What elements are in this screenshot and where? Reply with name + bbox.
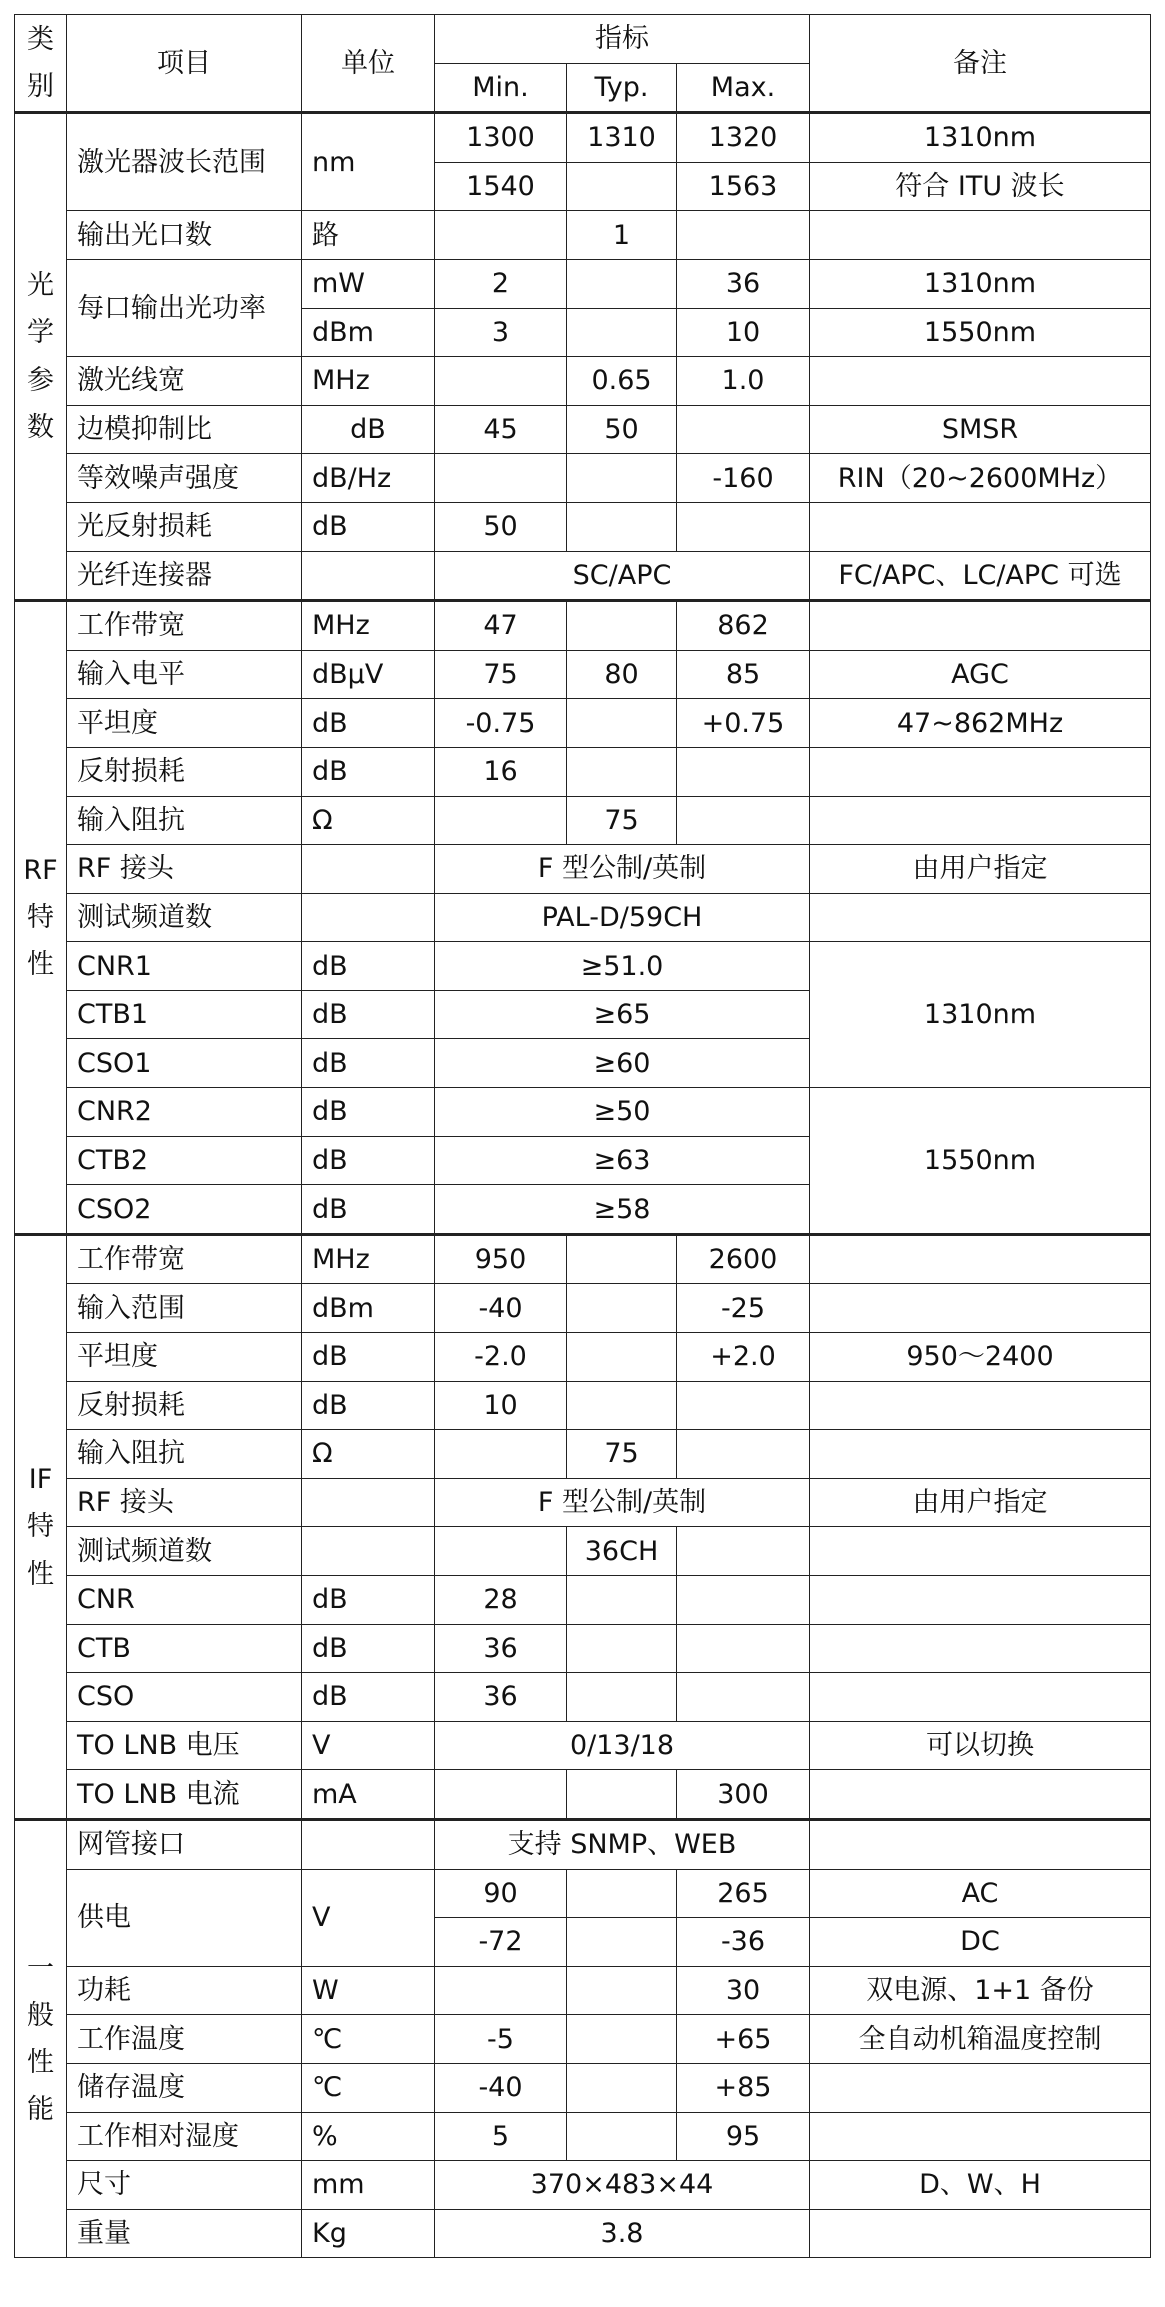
max-cell (677, 1673, 810, 1722)
value-cell: F 型公制/英制 (435, 1478, 810, 1527)
max-cell: 265 (677, 1869, 810, 1918)
table-row (15, 650, 1151, 699)
table-row (15, 259, 1151, 308)
section-optical-title: 光 学 参 数 (15, 113, 67, 601)
unit-cell: dB (302, 1673, 435, 1722)
item-cell: CNR2 (67, 1088, 302, 1137)
table-row (15, 1770, 1151, 1820)
typ-cell: 75 (567, 796, 677, 845)
table-row (15, 1284, 1151, 1333)
remark-cell: 1310nm (810, 942, 1151, 1088)
item-cell: 重量 (67, 2209, 302, 2258)
item-cell: 储存温度 (67, 2063, 302, 2112)
unit-cell: dB (302, 699, 435, 748)
min-cell: -72 (435, 1918, 567, 1967)
unit-cell: dBm (302, 308, 435, 357)
remark-cell: 1310nm (810, 113, 1151, 163)
table-row (15, 747, 1151, 796)
item-cell: 激光线宽 (67, 357, 302, 406)
table-row (15, 2063, 1151, 2112)
remark-cell: 双电源、1+1 备份 (810, 1966, 1151, 2015)
item-cell: 输出光口数 (67, 211, 302, 260)
unit-cell: Kg (302, 2209, 435, 2258)
item-cell: CSO2 (67, 1185, 302, 1235)
remark-cell (810, 1819, 1151, 1869)
max-cell: 1320 (677, 113, 810, 163)
max-cell: 85 (677, 650, 810, 699)
table-row (15, 1478, 1151, 1527)
item-cell: CSO (67, 1673, 302, 1722)
item-cell: 供电 (67, 1869, 302, 1966)
unit-cell: MHz (302, 601, 435, 651)
item-cell: CNR1 (67, 942, 302, 991)
unit-cell: dB (302, 1185, 435, 1235)
unit-cell: dB (302, 747, 435, 796)
max-cell: -25 (677, 1284, 810, 1333)
min-cell: 90 (435, 1869, 567, 1918)
min-cell: 47 (435, 601, 567, 651)
typ-cell: 75 (567, 1430, 677, 1479)
max-cell (677, 747, 810, 796)
item-cell: CTB (67, 1624, 302, 1673)
table-row (15, 1576, 1151, 1625)
value-cell: SC/APC (435, 551, 810, 601)
max-cell (677, 211, 810, 260)
remark-cell (810, 1284, 1151, 1333)
typ-cell (567, 308, 677, 357)
typ-cell (567, 1333, 677, 1382)
remark-cell (810, 502, 1151, 551)
table-row (15, 551, 1151, 601)
remark-cell: SMSR (810, 405, 1151, 454)
remark-cell (810, 1673, 1151, 1722)
table-row (15, 405, 1151, 454)
remark-cell (810, 796, 1151, 845)
max-cell: 1.0 (677, 357, 810, 406)
item-cell: 平坦度 (67, 699, 302, 748)
unit-cell: dB (302, 405, 435, 454)
max-cell: 300 (677, 1770, 810, 1820)
remark-cell (810, 1430, 1151, 1479)
min-cell: 2 (435, 259, 567, 308)
typ-cell (567, 1770, 677, 1820)
table-row (15, 211, 1151, 260)
unit-cell: mW (302, 259, 435, 308)
unit-cell: dB/Hz (302, 454, 435, 503)
table-row (15, 845, 1151, 894)
min-cell: 28 (435, 1576, 567, 1625)
max-cell: 862 (677, 601, 810, 651)
item-cell: 光反射损耗 (67, 502, 302, 551)
value-cell: 0/13/18 (435, 1721, 810, 1770)
item-cell: CSO1 (67, 1039, 302, 1088)
unit-cell: 路 (302, 211, 435, 260)
table-row (15, 942, 1151, 991)
item-cell: RF 接头 (67, 845, 302, 894)
unit-cell: % (302, 2112, 435, 2161)
remark-cell: 全自动机箱温度控制 (810, 2015, 1151, 2064)
min-cell: 10 (435, 1381, 567, 1430)
min-cell: -40 (435, 1284, 567, 1333)
typ-cell (567, 1673, 677, 1722)
min-cell: 1540 (435, 162, 567, 211)
min-cell: 16 (435, 747, 567, 796)
remark-cell (810, 1576, 1151, 1625)
max-cell: -36 (677, 1918, 810, 1967)
value-cell: ≥51.0 (435, 942, 810, 991)
min-cell (435, 211, 567, 260)
table-row (15, 2015, 1151, 2064)
min-cell (435, 1966, 567, 2015)
section-if-title: IF 特 性 (15, 1234, 67, 1819)
max-cell (677, 405, 810, 454)
typ-cell (567, 2015, 677, 2064)
unit-cell: dBm (302, 1284, 435, 1333)
remark-cell: 由用户指定 (810, 1478, 1151, 1527)
value-cell: PAL-D/59CH (435, 893, 810, 942)
value-cell: ≥58 (435, 1185, 810, 1235)
header-row (15, 15, 1151, 64)
typ-cell (567, 1966, 677, 2015)
typ-cell: 50 (567, 405, 677, 454)
table-row (15, 1673, 1151, 1722)
remark-cell: 1550nm (810, 308, 1151, 357)
table-row (15, 1381, 1151, 1430)
value-cell: ≥63 (435, 1136, 810, 1185)
item-cell: RF 接头 (67, 1478, 302, 1527)
remark-cell: DC (810, 1918, 1151, 1967)
item-cell: 边模抑制比 (67, 405, 302, 454)
value-cell: 3.8 (435, 2209, 810, 2258)
table-row (15, 1966, 1151, 2015)
typ-cell (567, 1381, 677, 1430)
min-cell: 950 (435, 1234, 567, 1284)
table-row (15, 1088, 1151, 1137)
value-cell: ≥60 (435, 1039, 810, 1088)
typ-cell (567, 699, 677, 748)
unit-cell (302, 845, 435, 894)
unit-cell (302, 551, 435, 601)
item-cell: 工作带宽 (67, 601, 302, 651)
unit-cell (302, 1478, 435, 1527)
min-cell (435, 454, 567, 503)
unit-cell: dB (302, 1333, 435, 1382)
typ-cell: 80 (567, 650, 677, 699)
min-cell (435, 1430, 567, 1479)
typ-cell (567, 2063, 677, 2112)
max-cell (677, 502, 810, 551)
remark-cell (810, 2209, 1151, 2258)
max-cell (677, 1527, 810, 1576)
max-cell: +0.75 (677, 699, 810, 748)
max-cell: 1563 (677, 162, 810, 211)
table-row (15, 2161, 1151, 2210)
header-spec: 指标 (435, 15, 810, 64)
remark-cell (810, 2063, 1151, 2112)
max-cell: 95 (677, 2112, 810, 2161)
remark-cell (810, 1527, 1151, 1576)
header-category: 类 别 (15, 15, 67, 113)
table-row (15, 1430, 1151, 1479)
remark-cell: 由用户指定 (810, 845, 1151, 894)
min-cell (435, 796, 567, 845)
item-cell: CTB1 (67, 990, 302, 1039)
item-cell: 光纤连接器 (67, 551, 302, 601)
item-cell: 输入范围 (67, 1284, 302, 1333)
item-cell: 输入阻抗 (67, 1430, 302, 1479)
item-cell: 平坦度 (67, 1333, 302, 1382)
max-cell: +2.0 (677, 1333, 810, 1382)
item-cell: 尺寸 (67, 2161, 302, 2210)
unit-cell: dB (302, 1088, 435, 1137)
unit-cell: dB (302, 942, 435, 991)
item-cell: 反射损耗 (67, 747, 302, 796)
typ-cell: 36CH (567, 1527, 677, 1576)
min-cell: -0.75 (435, 699, 567, 748)
table-row (15, 893, 1151, 942)
item-cell: 工作带宽 (67, 1234, 302, 1284)
typ-cell (567, 502, 677, 551)
remark-cell (810, 1770, 1151, 1820)
min-cell: -5 (435, 2015, 567, 2064)
max-cell: -160 (677, 454, 810, 503)
max-cell (677, 796, 810, 845)
min-cell: -2.0 (435, 1333, 567, 1382)
unit-cell: Ω (302, 1430, 435, 1479)
section-rf-title: RF 特 性 (15, 601, 67, 1235)
header-unit: 单位 (302, 15, 435, 113)
table-row (15, 1819, 1151, 1869)
typ-cell (567, 601, 677, 651)
typ-cell (567, 162, 677, 211)
table-row (15, 113, 1151, 163)
item-cell: 激光器波长范围 (67, 113, 302, 211)
item-cell: 网管接口 (67, 1819, 302, 1869)
max-cell: 36 (677, 259, 810, 308)
min-cell: 3 (435, 308, 567, 357)
unit-cell: dB (302, 990, 435, 1039)
item-cell: 反射损耗 (67, 1381, 302, 1430)
value-cell: F 型公制/英制 (435, 845, 810, 894)
unit-cell: ℃ (302, 2063, 435, 2112)
unit-cell: Ω (302, 796, 435, 845)
item-cell: 工作相对湿度 (67, 2112, 302, 2161)
item-cell: 输入电平 (67, 650, 302, 699)
item-cell: TO LNB 电流 (67, 1770, 302, 1820)
remark-cell (810, 357, 1151, 406)
value-cell: 支持 SNMP、WEB (435, 1819, 810, 1869)
unit-cell: nm (302, 113, 435, 211)
header-typ: Typ. (567, 63, 677, 113)
min-cell: -40 (435, 2063, 567, 2112)
item-cell: 每口输出光功率 (67, 259, 302, 356)
unit-cell: V (302, 1721, 435, 1770)
table-row (15, 796, 1151, 845)
item-cell: 测试频道数 (67, 1527, 302, 1576)
unit-cell: dB (302, 1039, 435, 1088)
section-general-title: 一 般 性 能 (15, 1819, 67, 2257)
typ-cell (567, 1234, 677, 1284)
remark-cell (810, 2112, 1151, 2161)
unit-cell: dBμV (302, 650, 435, 699)
min-cell (435, 357, 567, 406)
remark-cell: 950～2400 (810, 1333, 1151, 1382)
table-row (15, 699, 1151, 748)
max-cell: 2600 (677, 1234, 810, 1284)
typ-cell (567, 1918, 677, 1967)
value-cell: 370×483×44 (435, 2161, 810, 2210)
item-cell: CNR (67, 1576, 302, 1625)
typ-cell (567, 1576, 677, 1625)
typ-cell (567, 454, 677, 503)
header-item: 项目 (67, 15, 302, 113)
unit-cell: dB (302, 1381, 435, 1430)
min-cell: 50 (435, 502, 567, 551)
max-cell: +65 (677, 2015, 810, 2064)
max-cell (677, 1624, 810, 1673)
min-cell: 1300 (435, 113, 567, 163)
remark-cell (810, 893, 1151, 942)
typ-cell (567, 2112, 677, 2161)
table-row (15, 1721, 1151, 1770)
unit-cell: dB (302, 1576, 435, 1625)
max-cell: 10 (677, 308, 810, 357)
remark-cell (810, 747, 1151, 796)
table-row (15, 1869, 1151, 1918)
unit-cell: MHz (302, 1234, 435, 1284)
item-cell: TO LNB 电压 (67, 1721, 302, 1770)
table-row (15, 502, 1151, 551)
unit-cell: ℃ (302, 2015, 435, 2064)
value-cell: ≥50 (435, 1088, 810, 1137)
min-cell: 5 (435, 2112, 567, 2161)
typ-cell: 1 (567, 211, 677, 260)
remark-cell: AGC (810, 650, 1151, 699)
unit-cell: mm (302, 2161, 435, 2210)
typ-cell (567, 259, 677, 308)
item-cell: CTB2 (67, 1136, 302, 1185)
typ-cell (567, 747, 677, 796)
min-cell: 36 (435, 1624, 567, 1673)
item-cell: 功耗 (67, 1966, 302, 2015)
spec-table (14, 14, 1151, 2258)
unit-cell: V (302, 1869, 435, 1966)
unit-cell: mA (302, 1770, 435, 1820)
header-remark: 备注 (810, 15, 1151, 113)
typ-cell: 1310 (567, 113, 677, 163)
unit-cell: W (302, 1966, 435, 2015)
remark-cell: FC/APC、LC/APC 可选 (810, 551, 1151, 601)
item-cell: 输入阻抗 (67, 796, 302, 845)
item-cell: 测试频道数 (67, 893, 302, 942)
unit-cell (302, 1527, 435, 1576)
table-row (15, 454, 1151, 503)
table-row (15, 1234, 1151, 1284)
min-cell (435, 1527, 567, 1576)
header-max: Max. (677, 63, 810, 113)
remark-cell (810, 1381, 1151, 1430)
min-cell: 36 (435, 1673, 567, 1722)
max-cell (677, 1381, 810, 1430)
max-cell: +85 (677, 2063, 810, 2112)
table-row (15, 1333, 1151, 1382)
remark-cell (810, 601, 1151, 651)
unit-cell: dB (302, 1136, 435, 1185)
max-cell: 30 (677, 1966, 810, 2015)
unit-cell (302, 893, 435, 942)
typ-cell: 0.65 (567, 357, 677, 406)
remark-cell: D、W、H (810, 2161, 1151, 2210)
unit-cell (302, 1819, 435, 1869)
table-row (15, 601, 1151, 651)
unit-cell: dB (302, 502, 435, 551)
typ-cell (567, 1624, 677, 1673)
item-cell: 工作温度 (67, 2015, 302, 2064)
remark-cell: RIN（20~2600MHz） (810, 454, 1151, 503)
remark-cell: 47~862MHz (810, 699, 1151, 748)
min-cell: 75 (435, 650, 567, 699)
table-row (15, 357, 1151, 406)
typ-cell (567, 1284, 677, 1333)
item-cell: 等效噪声强度 (67, 454, 302, 503)
table-row (15, 2209, 1151, 2258)
remark-cell: 符合 ITU 波长 (810, 162, 1151, 211)
max-cell (677, 1576, 810, 1625)
min-cell: 45 (435, 405, 567, 454)
table-row (15, 2112, 1151, 2161)
remark-cell: 可以切换 (810, 1721, 1151, 1770)
remark-cell: 1310nm (810, 259, 1151, 308)
remark-cell: 1550nm (810, 1088, 1151, 1235)
min-cell (435, 1770, 567, 1820)
remark-cell (810, 1234, 1151, 1284)
value-cell: ≥65 (435, 990, 810, 1039)
remark-cell: AC (810, 1869, 1151, 1918)
unit-cell: dB (302, 1624, 435, 1673)
table-row (15, 1527, 1151, 1576)
max-cell (677, 1430, 810, 1479)
typ-cell (567, 1869, 677, 1918)
table-row (15, 1624, 1151, 1673)
unit-cell: MHz (302, 357, 435, 406)
remark-cell (810, 211, 1151, 260)
header-min: Min. (435, 63, 567, 113)
remark-cell (810, 1624, 1151, 1673)
